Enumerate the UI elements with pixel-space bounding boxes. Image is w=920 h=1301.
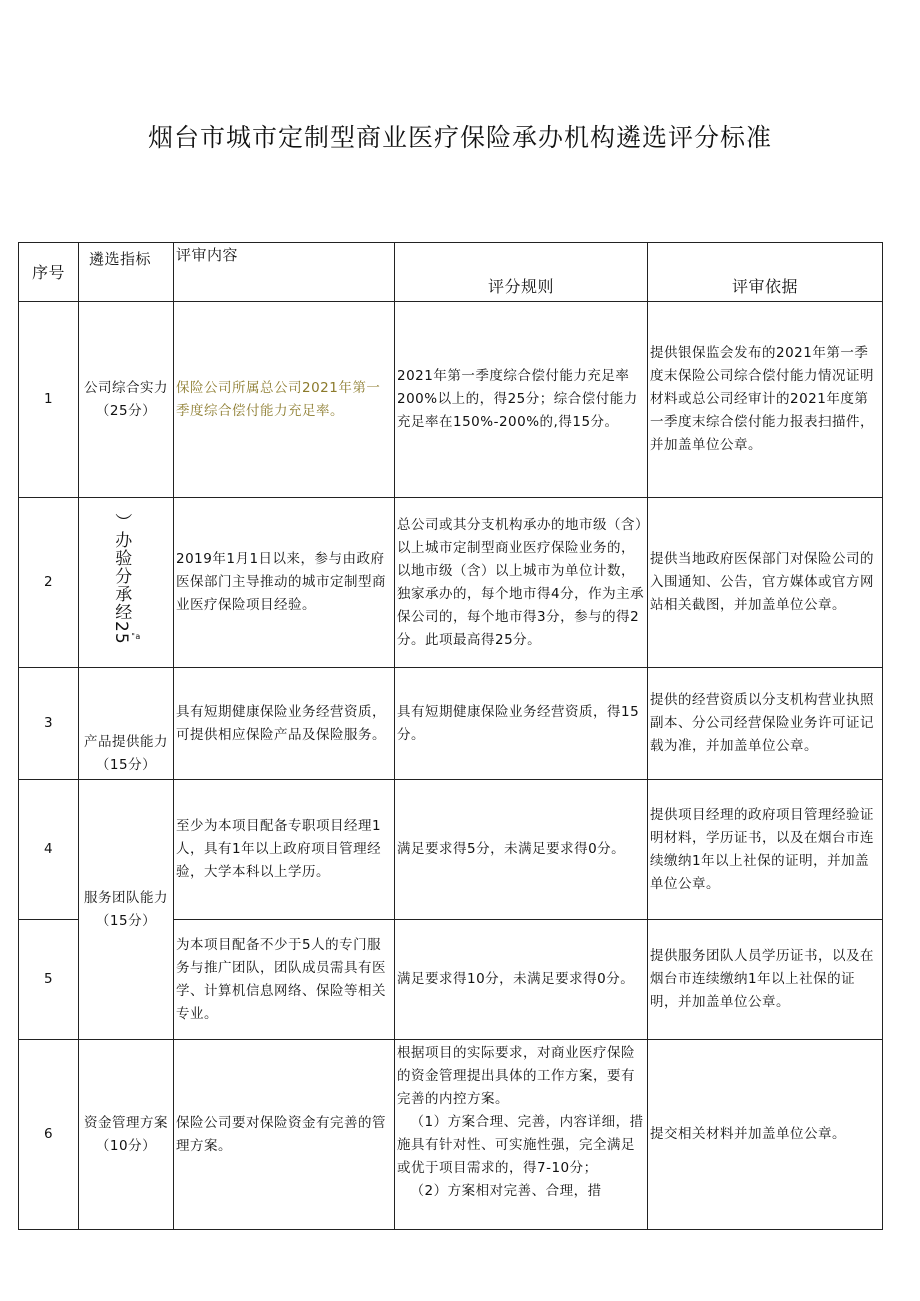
header-rule: 评分规则 — [395, 243, 648, 302]
rule-paragraph: （1）方案合理、完善，内容详细，措施具有针对性、可实施性强，完全满足或优于项目需求的，得7-10分； — [397, 1114, 644, 1176]
indicator-mark: "a — [131, 631, 141, 641]
row-content: 保险公司所属总公司2021年第一季度综合偿付能力充足率。 — [174, 302, 395, 498]
header-indicator: 遴选指标 — [79, 243, 174, 302]
row-rule: 满足要求得10分，未满足要求得0分。 — [395, 920, 648, 1040]
row-basis: 提供当地政府医保部门对保险公司的入围通知、公告，官方媒体或官方网站相关截图，并加盖单位公章。 — [648, 498, 883, 668]
row-rule: 满足要求得5分，未满足要求得0分。 — [395, 780, 648, 920]
row-basis: 提供项目经理的政府项目管理经验证明材料，学历证书，以及在烟台市连续缴纳1年以上社保的证明，并加盖单位公章。 — [648, 780, 883, 920]
header-no: 序号 — [19, 243, 79, 302]
row-content: 具有短期健康保险业务经营资质，可提供相应保险产品及保险服务。 — [174, 668, 395, 780]
row-basis: 提供的经营资质以分支机构营业执照副本、分公司经营保险业务许可证记载为准，并加盖单位公章。 — [648, 668, 883, 780]
header-content: 评审内容 — [174, 243, 395, 302]
row-rule — [395, 1040, 648, 1230]
page-title: 烟台市城市定制型商业医疗保险承办机构遴选评分标准 — [147, 123, 772, 152]
table-row — [19, 780, 883, 920]
row-indicator: 资金管理方案（10分） — [79, 1040, 174, 1230]
row-content: 至少为本项目配备专职项目经理1人，具有1年以上政府项目管理经验，大学本科以上学历。 — [174, 780, 395, 920]
scoring-table — [18, 242, 883, 1230]
row-no: 6 — [19, 1040, 79, 1230]
rule-paragraph: （2）方案相对完善、合理，措 — [410, 1183, 602, 1199]
table-row — [19, 302, 883, 498]
table-row — [19, 1040, 883, 1230]
row-rule: 总公司或其分支机构承办的地市级（含）以上城市定制型商业医疗保险业务的，以地市级（含）以上城市为单位计数，独家承办的，每个地市得4分，作为主承保公司的，每个地市得3分，参与的得2分。此项最高得25分。 — [395, 498, 648, 668]
row-no: 1 — [19, 302, 79, 498]
row-content: 2019年1月1日以来，参与由政府医保部门主导推动的城市定制型商业医疗保险项目经验。 — [174, 498, 395, 668]
row-content: 保险公司要对保险资金有完善的管理方案。 — [174, 1040, 395, 1230]
header-basis: 评审依据 — [648, 243, 883, 302]
row-no: 4 — [19, 780, 79, 920]
table-row — [19, 668, 883, 780]
row-indicator-garbled — [79, 498, 174, 668]
row-no: 2 — [19, 498, 79, 668]
row-rule: 2021年第一季度综合偿付能力充足率200%以上的，得25分；综合偿付能力充足率在150%-200%的,得15分。 — [395, 302, 648, 498]
row-basis: 提供服务团队人员学历证书，以及在烟台市连续缴纳1年以上社保的证明，并加盖单位公章。 — [648, 920, 883, 1040]
header-row — [19, 243, 883, 302]
table-row — [19, 498, 883, 668]
row-rule: 具有短期健康保险业务经营资质，得15分。 — [395, 668, 648, 780]
row-basis: 提供银保监会发布的2021年第一季度末保险公司综合偿付能力情况证明材料或总公司经审计的2021年度第一季度末综合偿付能力报表扫描件，并加盖单位公章。 — [648, 302, 883, 498]
row-no: 5 — [19, 920, 79, 1040]
row-indicator: 服务团队能力（15分） — [79, 780, 174, 1040]
row-basis: 提交相关材料并加盖单位公章。 — [648, 1040, 883, 1230]
vertical-indicator-text: ）办验分承经25 — [111, 512, 132, 645]
rule-paragraph: 根据项目的实际要求，对商业医疗保险的资金管理提出具体的工作方案，要有完善的内控方案。 — [397, 1045, 635, 1107]
row-content: 为本项目配备不少于5人的专门服务与推广团队，团队成员需具有医学、计算机信息网络、保险等相关专业。 — [174, 920, 395, 1040]
row-indicator: 产品提供能力（15分） — [79, 668, 174, 780]
row-indicator: 公司综合实力（25分） — [79, 302, 174, 498]
row-no: 3 — [19, 668, 79, 780]
